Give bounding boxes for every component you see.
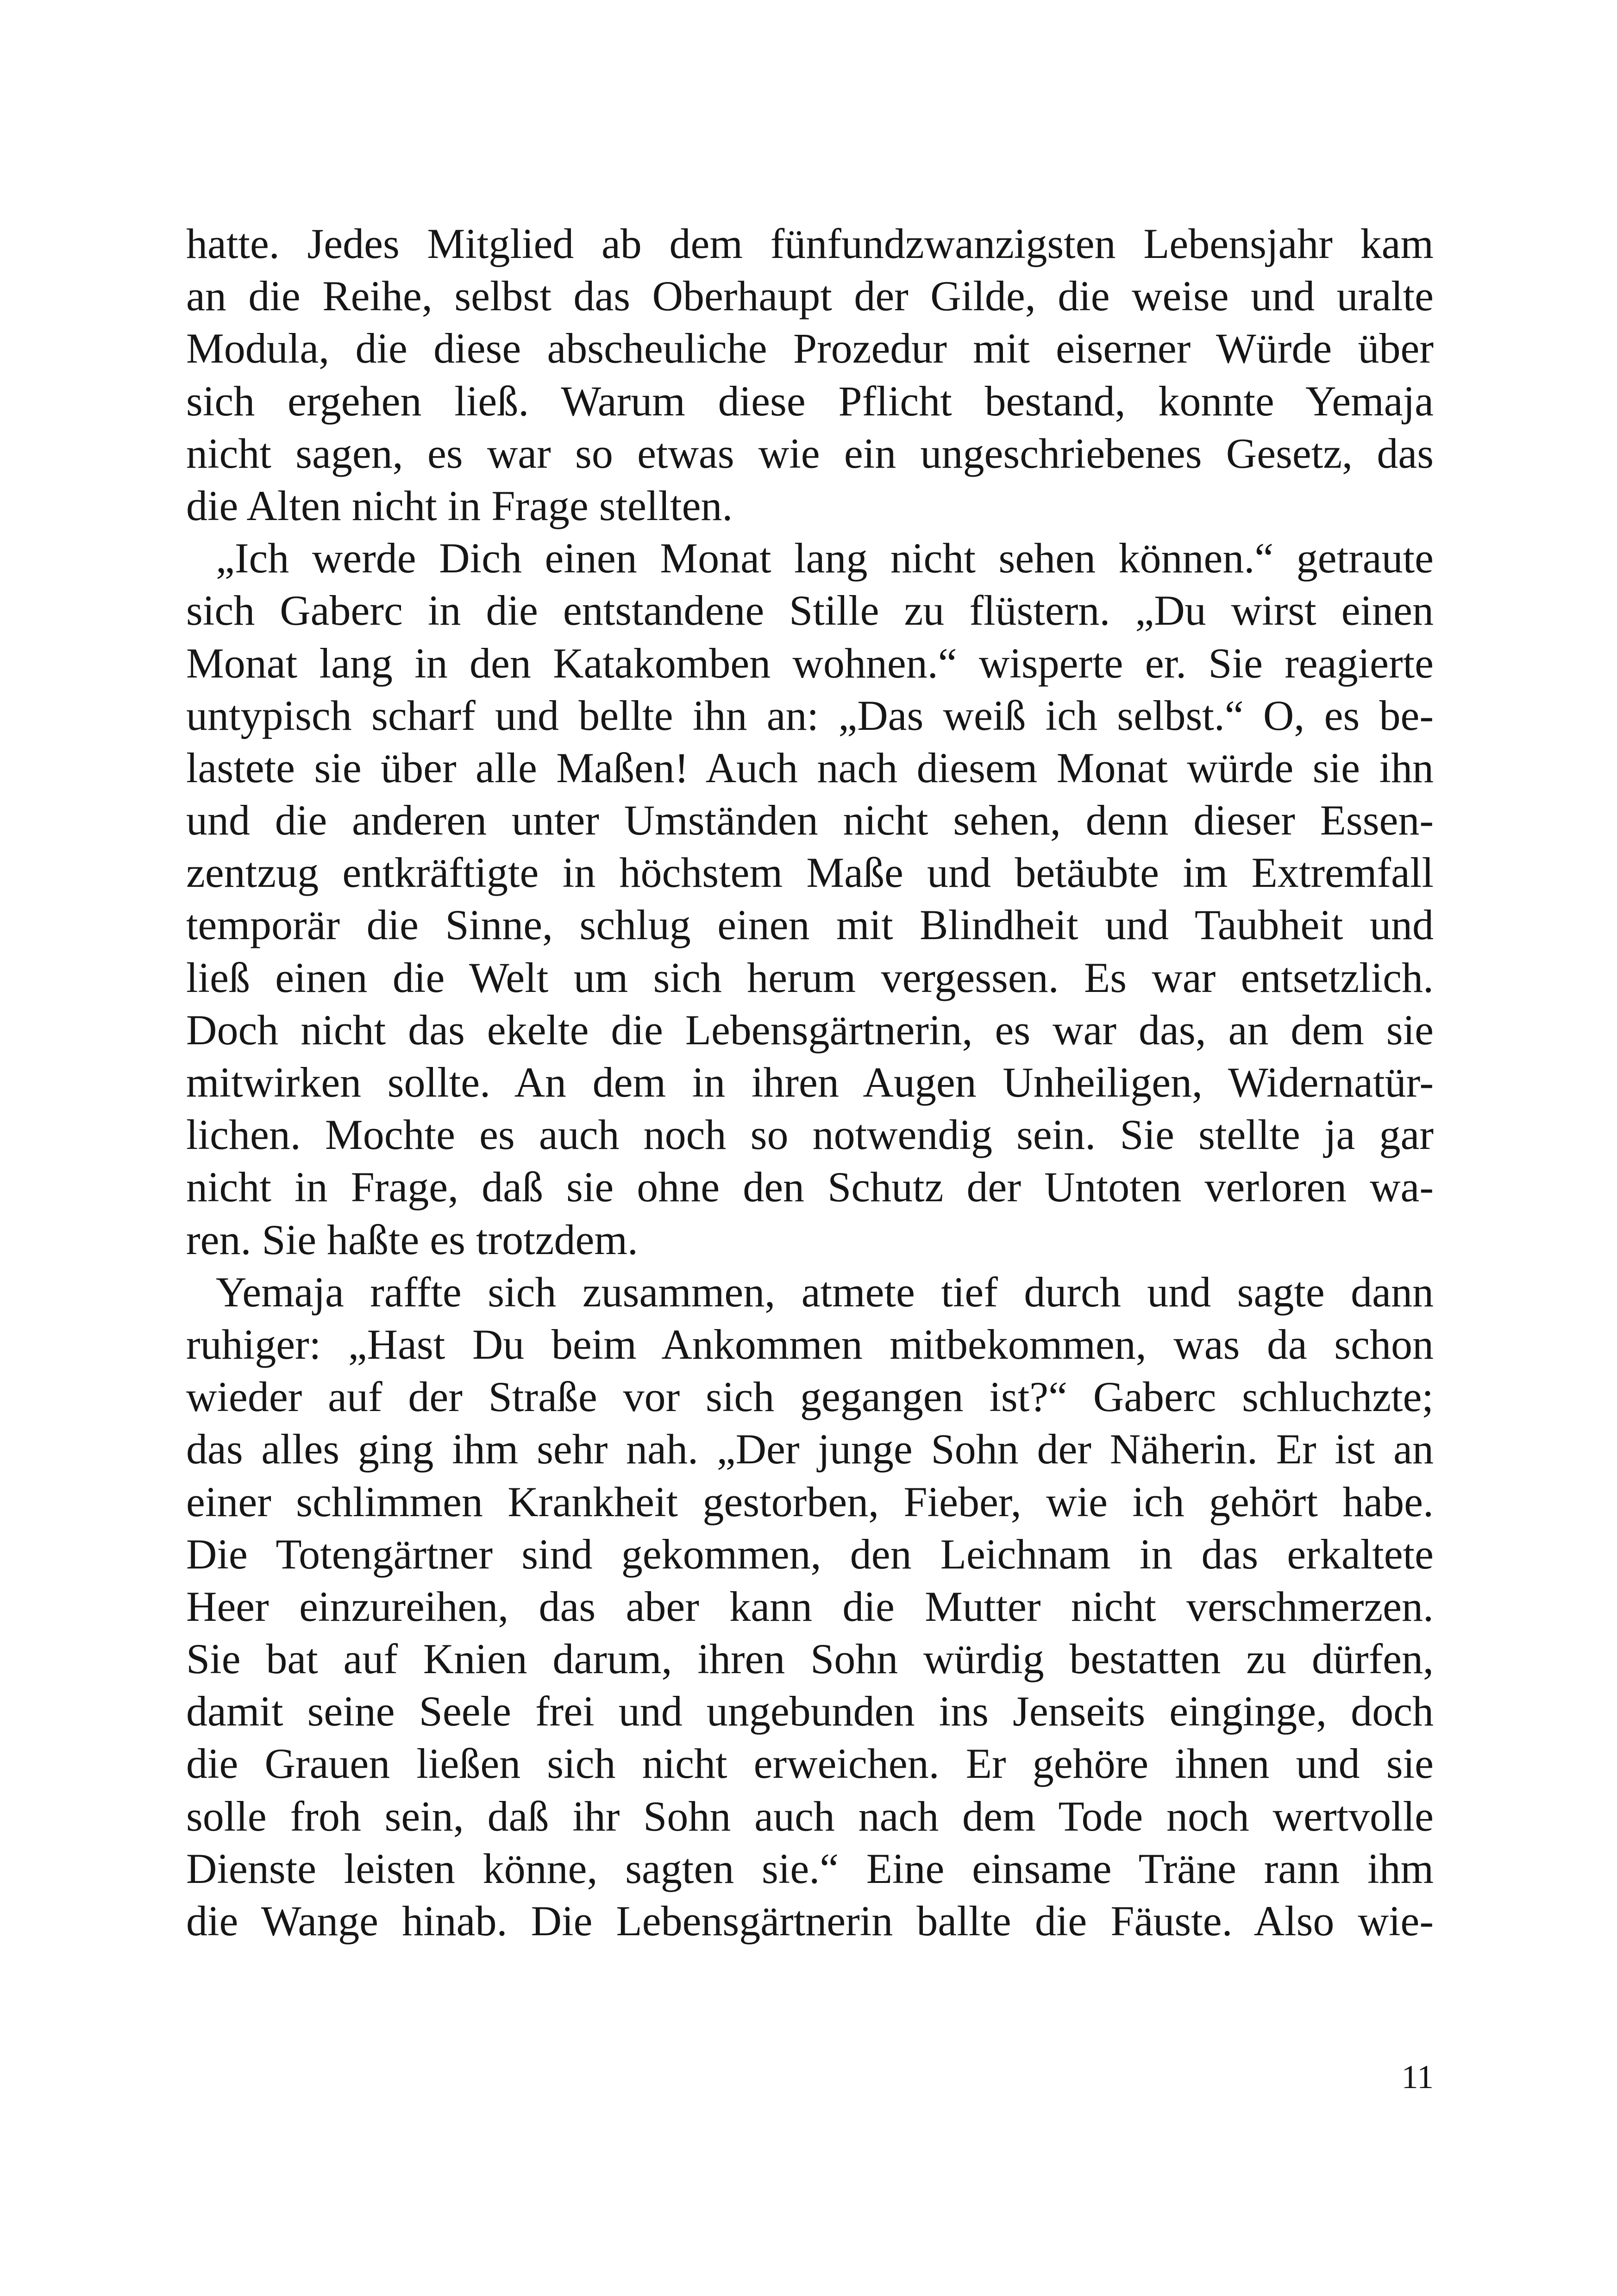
- text-line: Die Totengärtner sind gekommen, den Leichnam in das erkaltete: [186, 1530, 1434, 1578]
- text-line: lichen. Mochte es auch noch so notwendig sein. Sie stellte ja gar: [186, 1111, 1434, 1159]
- page-number: 11: [1401, 2058, 1434, 2095]
- text-line: Modula, die diese abscheuliche Prozedur mit eiserner Würde über: [186, 325, 1434, 372]
- text-line: Doch nicht das ekelte die Lebensgärtnerin, es war das, an dem sie: [186, 1006, 1434, 1054]
- text-line: ließ einen die Welt um sich herum vergessen. Es war entsetzlich.: [186, 954, 1434, 1001]
- text-line: Sie bat auf Knien darum, ihren Sohn würdig bestatten zu dürfen,: [186, 1635, 1434, 1683]
- text-line: die Alten nicht in Frage stellten.: [186, 482, 733, 529]
- text-line: ruhiger: „Hast Du beim Ankommen mitbekommen, was da schon: [186, 1320, 1434, 1368]
- text-line: nicht in Frage, daß sie ohne den Schutz der Untoten verloren wa-: [186, 1163, 1434, 1211]
- text-line: untypisch scharf und bellte ihn an: „Das weiß ich selbst.“ O, es be-: [186, 691, 1434, 739]
- body-text: [186, 218, 1434, 1947]
- text-line: damit seine Seele frei und ungebunden ins Jenseits einginge, doch: [186, 1687, 1434, 1735]
- text-line: Monat lang in den Katakomben wohnen.“ wisperte er. Sie reagierte: [186, 639, 1434, 687]
- text-line: „Ich werde Dich einen Monat lang nicht sehen können.“ getraute: [216, 534, 1434, 582]
- text-line: Dienste leisten könne, sagten sie.“ Eine einsame Träne rann ihm: [186, 1844, 1434, 1892]
- text-line: sich ergehen ließ. Warum diese Pflicht bestand, konnte Yemaja: [186, 377, 1434, 425]
- text-line: solle froh sein, daß ihr Sohn auch nach dem Tode noch wertvolle: [186, 1792, 1434, 1840]
- text-line: temporär die Sinne, schlug einen mit Blindheit und Taubheit und: [186, 901, 1434, 949]
- text-line: nicht sagen, es war so etwas wie ein ungeschriebenes Gesetz, das: [186, 429, 1434, 477]
- text-line: und die anderen unter Umständen nicht sehen, denn dieser Essen-: [186, 797, 1434, 844]
- text-line: wieder auf der Straße vor sich gegangen ist?“ Gaberc schluchzte;: [186, 1373, 1434, 1421]
- text-line: die Wange hinab. Die Lebensgärtnerin ballte die Fäuste. Also wie-: [186, 1897, 1434, 1945]
- text-line: sich Gaberc in die entstandene Stille zu flüstern. „Du wirst einen: [186, 587, 1434, 634]
- text-line: mitwirken sollte. An dem in ihren Augen Unheiligen, Widernatür-: [186, 1059, 1434, 1106]
- text-line: Yemaja raffte sich zusammen, atmete tief durch und sagte dann: [216, 1268, 1434, 1316]
- text-line: hatte. Jedes Mitglied ab dem fünfundzwanzigsten Lebensjahr kam: [186, 220, 1434, 267]
- text-line: ren. Sie haßte es trotzdem.: [186, 1216, 638, 1263]
- text-line: Heer einzureihen, das aber kann die Mutter nicht verschmerzen.: [186, 1582, 1434, 1630]
- text-line: an die Reihe, selbst das Oberhaupt der Gilde, die weise und uralte: [186, 272, 1434, 320]
- text-line: die Grauen ließen sich nicht erweichen. Er gehöre ihnen und sie: [186, 1740, 1434, 1788]
- text-line: einer schlimmen Krankheit gestorben, Fieber, wie ich gehört habe.: [186, 1478, 1434, 1525]
- text-line: das alles ging ihm sehr nah. „Der junge Sohn der Näherin. Er ist an: [186, 1425, 1434, 1473]
- text-line: zentzug entkräftigte in höchstem Maße und betäubte im Extremfall: [186, 849, 1434, 897]
- text-line: lastete sie über alle Maßen! Auch nach diesem Monat würde sie ihn: [186, 744, 1434, 791]
